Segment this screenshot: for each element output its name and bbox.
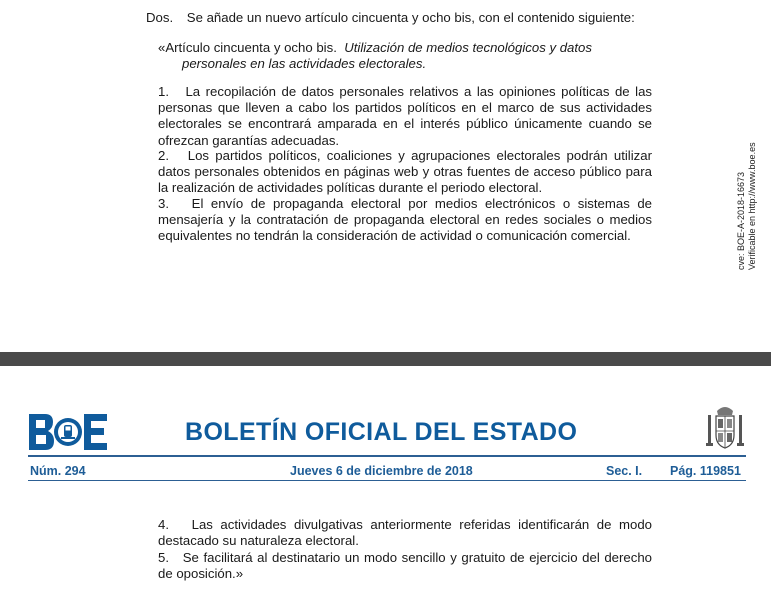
paragraph-number: 3. xyxy=(158,196,169,211)
paragraph-5 xyxy=(158,550,652,582)
gazette-title: BOLETÍN OFICIAL DEL ESTADO xyxy=(185,418,578,446)
paragraph-text: Los partidos políticos, coaliciones y agrupaciones electorales podrán utilizar datos personales obtenidos en páginas web y otras fuentes de acceso público para la realización de actividades políticas durante el periodo electoral. xyxy=(158,148,652,196)
section-label: Sec. I. xyxy=(606,464,643,478)
paragraph-number: 1. xyxy=(158,84,169,99)
paragraph-1 xyxy=(158,84,652,149)
article-open: «Artículo cincuenta y ocho bis. xyxy=(158,40,337,55)
article-title-line1: Utilización de medios tecnológicos y datos xyxy=(344,40,592,55)
paragraph-4 xyxy=(158,517,652,549)
verification-note xyxy=(736,142,758,270)
paragraph-2 xyxy=(158,148,652,197)
issue-number: Núm. 294 xyxy=(30,464,86,478)
article-title-line2: personales en las actividades electorales. xyxy=(182,56,427,72)
intro-text: Se añade un nuevo artículo cincuenta y ocho bis, con el contenido siguiente: xyxy=(186,10,635,25)
intro-paragraph xyxy=(146,10,666,26)
header-rule-bottom xyxy=(28,480,746,481)
paragraph-number: 5. xyxy=(158,550,169,565)
paragraph-number: 4. xyxy=(158,517,169,532)
paragraph-text: El envío de propaganda electoral por medios electrónicos o sistemas de mensajería y la contratación de propaganda electoral en redes sociales o medios equivalentes no tendrán la consideración de actividad o comunicación comercial. xyxy=(158,196,653,244)
paragraph-number: 2. xyxy=(158,148,169,163)
verification-link: Verificable en http://www.boe.es xyxy=(747,142,757,270)
header-rule-top xyxy=(28,455,746,457)
paragraph-text: Las actividades divulgativas anteriormente referidas identificarán de modo destacado su naturaleza electoral. xyxy=(158,517,652,549)
issue-date: Jueves 6 de diciembre de 2018 xyxy=(290,464,473,478)
cve-code: cve: BOE-A-2018-16673 xyxy=(736,171,746,270)
paragraph-text: Se facilitará al destinatario un modo sencillo y gratuito de ejercicio del derecho de oposición.» xyxy=(158,550,652,582)
intro-label: Dos. xyxy=(146,10,174,25)
boe-logo xyxy=(28,413,108,451)
paragraph-text: La recopilación de datos personales relativos a las opiniones políticas de las personas que lleven a cabo los partidos políticos en el marco de sus actividades electorales se encontrará amparada en el interés público únicamente cuando se ofrezcan garantías adecuadas. xyxy=(158,84,652,148)
article-heading xyxy=(158,40,652,72)
page-number: Pág. 119851 xyxy=(670,464,741,478)
paragraph-3 xyxy=(158,196,652,245)
page-divider xyxy=(0,352,771,366)
coat-of-arms-icon xyxy=(705,403,745,453)
